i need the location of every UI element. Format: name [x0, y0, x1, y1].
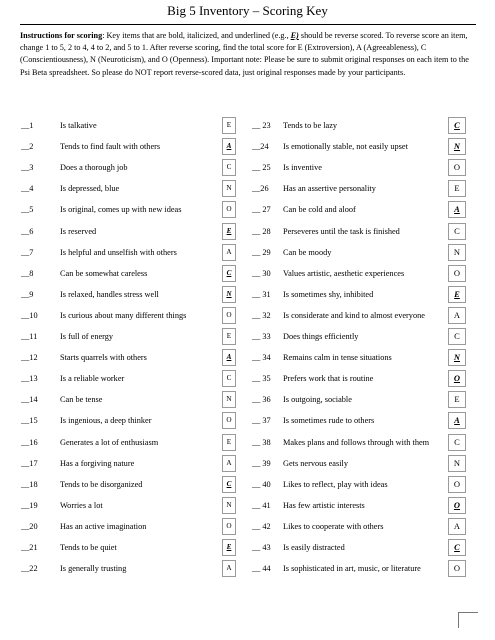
item-text: Is sophisticated in art, music, or literature — [283, 564, 421, 574]
item-row — [0, 455, 495, 472]
item-number: __20 — [21, 521, 38, 531]
key-box: O — [448, 560, 466, 577]
item-text: Is emotionally stable, not easily upset — [283, 142, 408, 152]
key-box: A — [222, 455, 236, 472]
key-box: O — [222, 201, 236, 218]
item-row — [0, 497, 495, 514]
item-text: Is ingenious, a deep thinker — [60, 416, 152, 426]
page-title: Big 5 Inventory – Scoring Key — [167, 3, 328, 18]
item-number: __1 — [21, 121, 34, 130]
key-box: O — [222, 412, 236, 429]
item-text: Is reserved — [60, 226, 97, 236]
item-text: Worries a lot — [60, 500, 103, 510]
item-text: Starts quarrels with others — [60, 353, 147, 363]
item-number: __ 23 — [252, 121, 271, 130]
item-number: __3 — [21, 163, 34, 173]
item-number: __ 40 — [252, 479, 271, 489]
item-number: __13 — [21, 374, 38, 384]
item-text: Does a thorough job — [60, 163, 128, 173]
title-divider — [20, 24, 476, 25]
item-text: Is generally trusting — [60, 564, 127, 574]
item-number: __21 — [21, 543, 38, 552]
item-text: Tends to be quiet — [60, 543, 117, 552]
item-number: __5 — [21, 205, 34, 215]
item-text: Likes to cooperate with others — [283, 521, 384, 531]
reverse-key-box: A — [222, 138, 236, 155]
reverse-key-box: O — [448, 497, 466, 514]
item-row — [0, 307, 495, 324]
item-number: __ 36 — [252, 395, 271, 405]
item-number: __4 — [21, 184, 34, 194]
instructions-part1: : Key items that are bold, italicized, and underlined (e.g., — [102, 31, 291, 40]
item-text: Gets nervous easily — [283, 458, 348, 468]
item-text: Tends to find fault with others — [60, 142, 161, 152]
item-text: Values artistic, aesthetic experiences — [283, 268, 405, 278]
item-text: Perseveres until the task is finished — [283, 226, 400, 236]
item-text: Is sometimes rude to others — [283, 416, 375, 426]
item-row — [0, 286, 495, 303]
item-number: __22 — [21, 564, 38, 574]
key-box: O — [448, 476, 466, 493]
inventory-items — [0, 113, 495, 574]
item-number: __ 34 — [252, 353, 271, 363]
key-box: C — [448, 328, 466, 345]
item-number: __8 — [21, 268, 34, 278]
reverse-key-box: E — [222, 223, 236, 240]
item-text: Can be somewhat careless — [60, 268, 148, 278]
item-text: Is considerate and kind to almost everyone — [283, 310, 425, 320]
item-text: Does things efficiently — [283, 332, 359, 341]
reverse-key-box: C — [222, 265, 236, 282]
item-number: __17 — [21, 458, 38, 468]
item-number: __24 — [252, 142, 269, 152]
item-text: Is talkative — [60, 121, 97, 130]
item-number: __ 27 — [252, 205, 271, 215]
item-row — [0, 117, 495, 134]
reverse-key-box: N — [448, 349, 466, 366]
item-row — [0, 201, 495, 218]
item-row — [0, 244, 495, 261]
item-number: __ 28 — [252, 226, 271, 236]
item-number: __ 43 — [252, 543, 271, 552]
key-box: E — [448, 391, 466, 408]
item-row — [0, 328, 495, 345]
key-box: C — [222, 159, 236, 176]
item-row — [0, 518, 495, 535]
item-number: __ 30 — [252, 268, 271, 278]
key-box: N — [448, 244, 466, 261]
item-number: __7 — [21, 247, 34, 257]
item-text: Makes plans and follows through with them — [283, 437, 430, 447]
reverse-key-box: N — [448, 138, 466, 155]
key-box: E — [222, 328, 236, 345]
key-box: C — [222, 370, 236, 387]
item-text: Has an assertive personality — [283, 184, 376, 194]
reverse-key-box: C — [448, 539, 466, 556]
instructions-part2: should be reverse scored. To reverse score an item, change 1 to 5, 2 to 4, 4 to 2, and 5 to 1. After reverse scoring, find the total score for E (Extroversion), A (Agreeableness), C (Conscientiousness), N (Neuroticism), and O (Openness). Important note: Please be sure to submit original responses on each item to the Psi Beta spreadsheet. So please do NOT report reverse-scored data, just original responses made by your participants. — [20, 31, 469, 77]
reverse-key-box: N — [222, 286, 236, 303]
reverse-key-box: A — [222, 349, 236, 366]
item-number: __ 25 — [252, 163, 271, 173]
key-box: E — [222, 434, 236, 451]
item-number: __ 31 — [252, 289, 271, 299]
scoring-instructions — [20, 30, 478, 79]
item-number: __ 29 — [252, 247, 271, 257]
item-text: Has few artistic interests — [283, 500, 365, 510]
item-number: __ 42 — [252, 521, 271, 531]
item-text: Prefers work that is routine — [283, 374, 374, 384]
key-box: E — [448, 180, 466, 197]
item-text: Is helpful and unselfish with others — [60, 247, 177, 257]
item-row — [0, 560, 495, 577]
key-box: N — [222, 180, 236, 197]
reverse-key-box: E — [222, 539, 236, 556]
item-row — [0, 349, 495, 366]
item-number: __ 37 — [252, 416, 271, 426]
item-number: __11 — [21, 332, 38, 341]
item-row — [0, 476, 495, 493]
key-box: A — [448, 307, 466, 324]
item-text: Is outgoing, sociable — [283, 395, 352, 405]
item-number: __16 — [21, 437, 38, 447]
item-number: __ 35 — [252, 374, 271, 384]
item-row — [0, 412, 495, 429]
item-text: Tends to be disorganized — [60, 479, 143, 489]
item-text: Tends to be lazy — [283, 121, 338, 130]
item-number: __2 — [21, 142, 34, 152]
reverse-key-box: E — [448, 286, 466, 303]
item-number: __ 38 — [252, 437, 271, 447]
item-row — [0, 223, 495, 240]
item-row — [0, 159, 495, 176]
item-number: __ 44 — [252, 564, 271, 574]
item-text: Is curious about many different things — [60, 310, 187, 320]
reverse-key-box: A — [448, 412, 466, 429]
item-text: Is inventive — [283, 163, 322, 173]
item-row — [0, 370, 495, 387]
item-text: Generates a lot of enthusiasm — [60, 437, 159, 447]
item-number: __14 — [21, 395, 38, 405]
key-box: A — [222, 560, 236, 577]
instructions-label: Instructions for scoring — [20, 31, 103, 40]
page-corner-mark-h — [458, 612, 478, 613]
item-number: __19 — [21, 500, 38, 510]
item-text: Is full of energy — [60, 332, 114, 341]
key-box: O — [222, 307, 236, 324]
item-number: __15 — [21, 416, 38, 426]
key-box: A — [222, 244, 236, 261]
item-text: Can be tense — [60, 395, 103, 405]
item-number: __ 32 — [252, 310, 271, 320]
item-text: Is relaxed, handles stress well — [60, 289, 159, 299]
item-number: __18 — [21, 479, 38, 489]
key-box: O — [448, 159, 466, 176]
item-text: Is sometimes shy, inhibited — [283, 289, 374, 299]
item-text: Can be moody — [283, 247, 332, 257]
reverse-key-box: C — [222, 476, 236, 493]
item-number: __6 — [21, 226, 34, 236]
item-text: Is easily distracted — [283, 543, 345, 552]
item-text: Is a reliable worker — [60, 374, 125, 384]
page-corner-mark — [458, 612, 459, 628]
key-box: O — [222, 518, 236, 535]
item-number: __12 — [21, 353, 38, 363]
item-number: __ 39 — [252, 458, 271, 468]
item-text: Has an active imagination — [60, 521, 147, 531]
item-row — [0, 434, 495, 451]
item-text: Remains calm in tense situations — [283, 353, 392, 363]
item-number: __10 — [21, 310, 38, 320]
item-number: __9 — [21, 289, 34, 299]
item-number: __ 33 — [252, 332, 271, 341]
item-number: __ 41 — [252, 500, 271, 510]
key-box: E — [222, 117, 236, 134]
key-box: C — [448, 434, 466, 451]
reverse-key-box: A — [448, 201, 466, 218]
key-box: O — [448, 265, 466, 282]
item-row — [0, 539, 495, 556]
item-text: Can be cold and aloof — [283, 205, 356, 215]
key-box: N — [222, 391, 236, 408]
item-row — [0, 265, 495, 282]
key-box: N — [222, 497, 236, 514]
item-text: Is original, comes up with new ideas — [60, 205, 182, 215]
item-row — [0, 391, 495, 408]
key-box: C — [448, 223, 466, 240]
item-row — [0, 138, 495, 155]
item-row — [0, 180, 495, 197]
item-text: Is depressed, blue — [60, 184, 120, 194]
key-box: N — [448, 455, 466, 472]
reverse-key-box: O — [448, 370, 466, 387]
reverse-example: E) — [290, 31, 299, 40]
reverse-key-box: C — [448, 117, 466, 134]
key-box: A — [448, 518, 466, 535]
item-text: Has a forgiving nature — [60, 458, 135, 468]
item-text: Likes to reflect, play with ideas — [283, 479, 388, 489]
item-number: __26 — [252, 184, 269, 194]
